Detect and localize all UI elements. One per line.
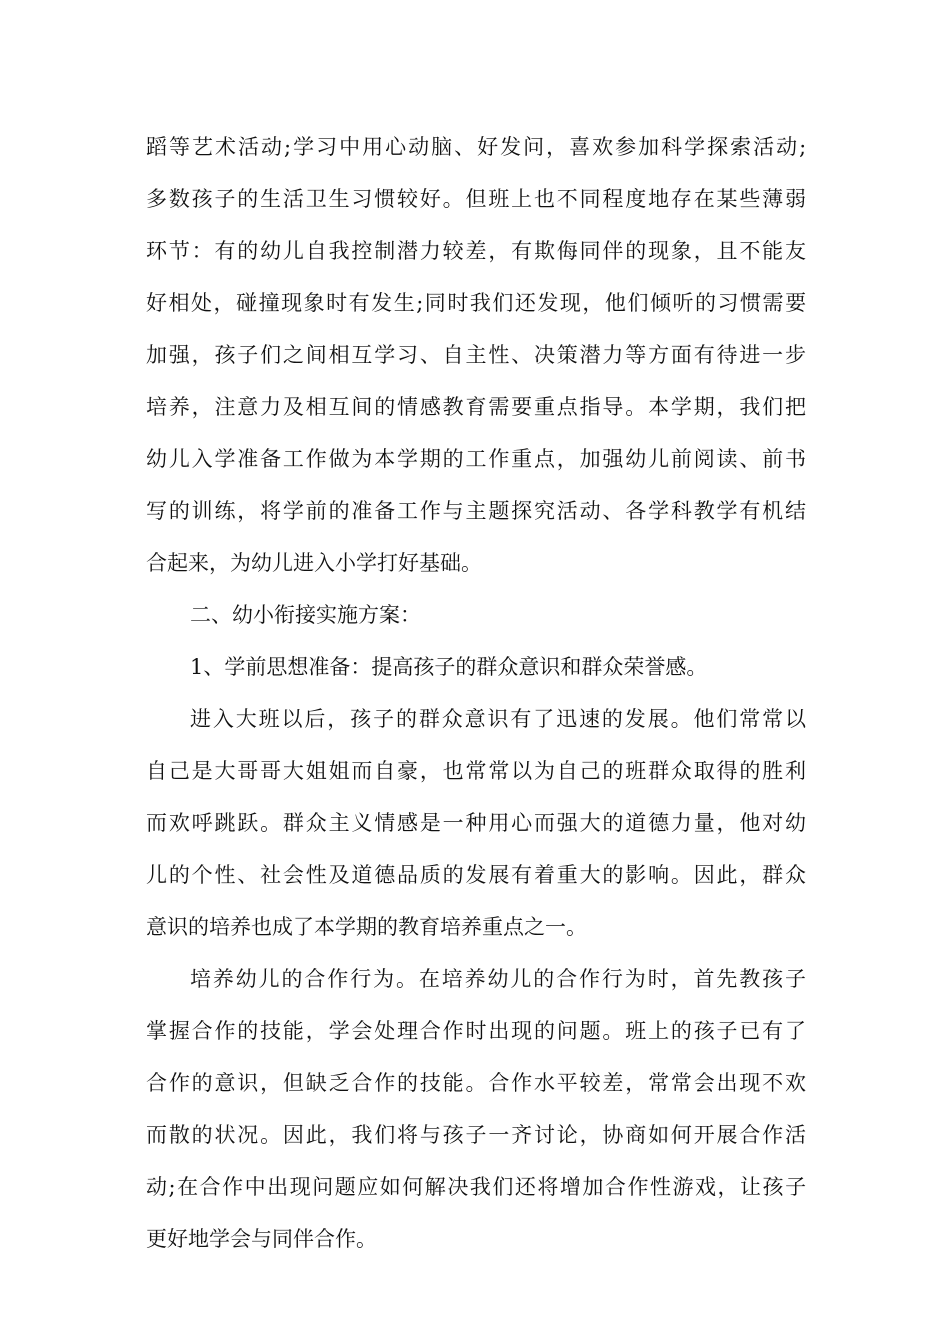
text-line: 写的训练，将学前的准备工作与主题探究活动、各学科教学有机结 <box>146 499 808 523</box>
text-line: 合起来，为幼儿进入小学打好基础。 <box>146 551 482 575</box>
text-line: 蹈等艺术活动;学习中用心动脑、好发问，喜欢参加科学探索活动; <box>146 135 809 159</box>
text-line: 而散的状况。因此，我们将与孩子一齐讨论，协商如何开展合作活 <box>146 1123 808 1147</box>
subsection-heading: 1、学前思想准备：提高孩子的群众意识和群众荣誉感。 <box>190 655 708 679</box>
text-line: 进入大班以后，孩子的群众意识有了迅速的发展。他们常常以 <box>190 707 808 731</box>
text-line: 掌握合作的技能，学会处理合作时出现的问题。班上的孩子已有了 <box>146 1019 808 1043</box>
text-line: 好相处，碰撞现象时有发生;同时我们还发现，他们倾听的习惯需要 <box>146 291 808 315</box>
text-line: 动;在合作中出现问题应如何解决我们还将增加合作性游戏，让孩子 <box>146 1175 808 1199</box>
text-line: 更好地学会与同伴合作。 <box>146 1227 377 1251</box>
text-line: 合作的意识，但缺乏合作的技能。合作水平较差，常常会出现不欢 <box>146 1071 808 1095</box>
text-line: 幼儿入学准备工作做为本学期的工作重点，加强幼儿前阅读、前书 <box>146 447 808 471</box>
text-line: 自己是大哥哥大姐姐而自豪，也常常以为自己的班群众取得的胜利 <box>146 759 808 783</box>
text-line: 加强，孩子们之间相互学习、自主性、决策潜力等方面有待进一步 <box>146 343 808 367</box>
text-line: 而欢呼跳跃。群众主义情感是一种用心而强大的道德力量，他对幼 <box>146 811 808 835</box>
text-line: 培养，注意力及相互间的情感教育需要重点指导。本学期，我们把 <box>146 395 808 419</box>
text-line: 儿的个性、社会性及道德品质的发展有着重大的影响。因此，群众 <box>146 863 808 887</box>
text-line: 意识的培养也成了本学期的教育培养重点之一。 <box>146 915 587 939</box>
section-heading: 二、幼小衔接实施方案： <box>190 603 421 627</box>
text-line: 培养幼儿的合作行为。在培养幼儿的合作行为时，首先教孩子 <box>190 967 808 991</box>
text-line: 多数孩子的生活卫生习惯较好。但班上也不同程度地存在某些薄弱 <box>146 187 808 211</box>
text-line: 环节：有的幼儿自我控制潜力较差，有欺侮同伴的现象，且不能友 <box>146 239 808 263</box>
